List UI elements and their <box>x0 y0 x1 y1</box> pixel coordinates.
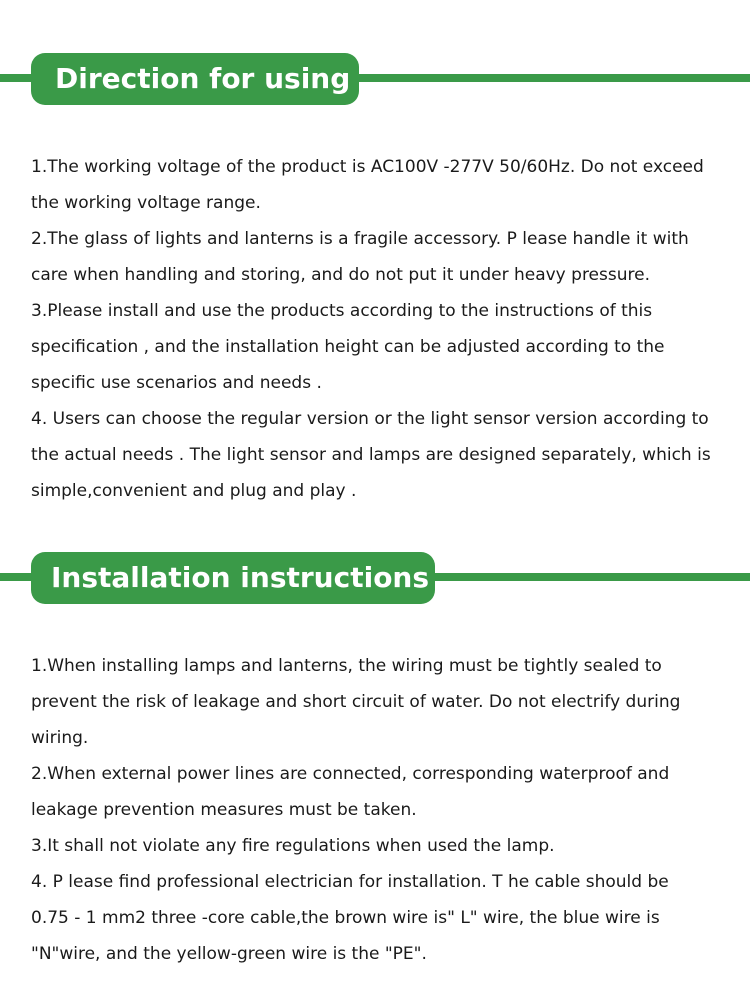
section-1-line: specific use scenarios and needs . <box>31 373 322 393</box>
section-2-body <box>31 648 721 972</box>
section-1-line: 1.The working voltage of the product is AC100V -277V 50/60Hz. Do not exceed <box>31 157 704 177</box>
section-2-title: Installation instructions <box>31 552 435 604</box>
section-1-line: 2.The glass of lights and lanterns is a fragile accessory. P lease handle it with <box>31 229 689 249</box>
section-2-line: prevent the risk of leakage and short circuit of water. Do not electrify during <box>31 692 681 712</box>
section-1-line: the actual needs . The light sensor and lamps are designed separately, which is <box>31 445 711 465</box>
section-2-line: 2.When external power lines are connected, corresponding waterproof and <box>31 764 670 784</box>
section-2-line: wiring. <box>31 728 89 748</box>
section-1-body <box>31 149 721 509</box>
section-2-line: "N"wire, and the yellow-green wire is the "PE". <box>31 944 427 964</box>
section-2-line: 1.When installing lamps and lanterns, the wiring must be tightly sealed to <box>31 656 662 676</box>
section-2-line: leakage prevention measures must be taken. <box>31 800 417 820</box>
section-1-title: Direction for using <box>31 53 359 105</box>
section-1-line: specification , and the installation height can be adjusted according to the <box>31 337 665 357</box>
section-2-line: 0.75 - 1 mm2 three -core cable,the brown wire is" L" wire, the blue wire is <box>31 908 660 928</box>
section-2-line: 4. P lease find professional electrician for installation. T he cable should be <box>31 872 669 892</box>
section-1-line: 3.Please install and use the products according to the instructions of this <box>31 301 653 321</box>
section-2-line: 3.It shall not violate any fire regulations when used the lamp. <box>31 836 555 856</box>
section-1-line: 4. Users can choose the regular version or the light sensor version according to <box>31 409 709 429</box>
section-1-line: care when handling and storing, and do not put it under heavy pressure. <box>31 265 650 285</box>
section-1-line: simple,convenient and plug and play . <box>31 481 357 501</box>
section-1-line: the working voltage range. <box>31 193 261 213</box>
